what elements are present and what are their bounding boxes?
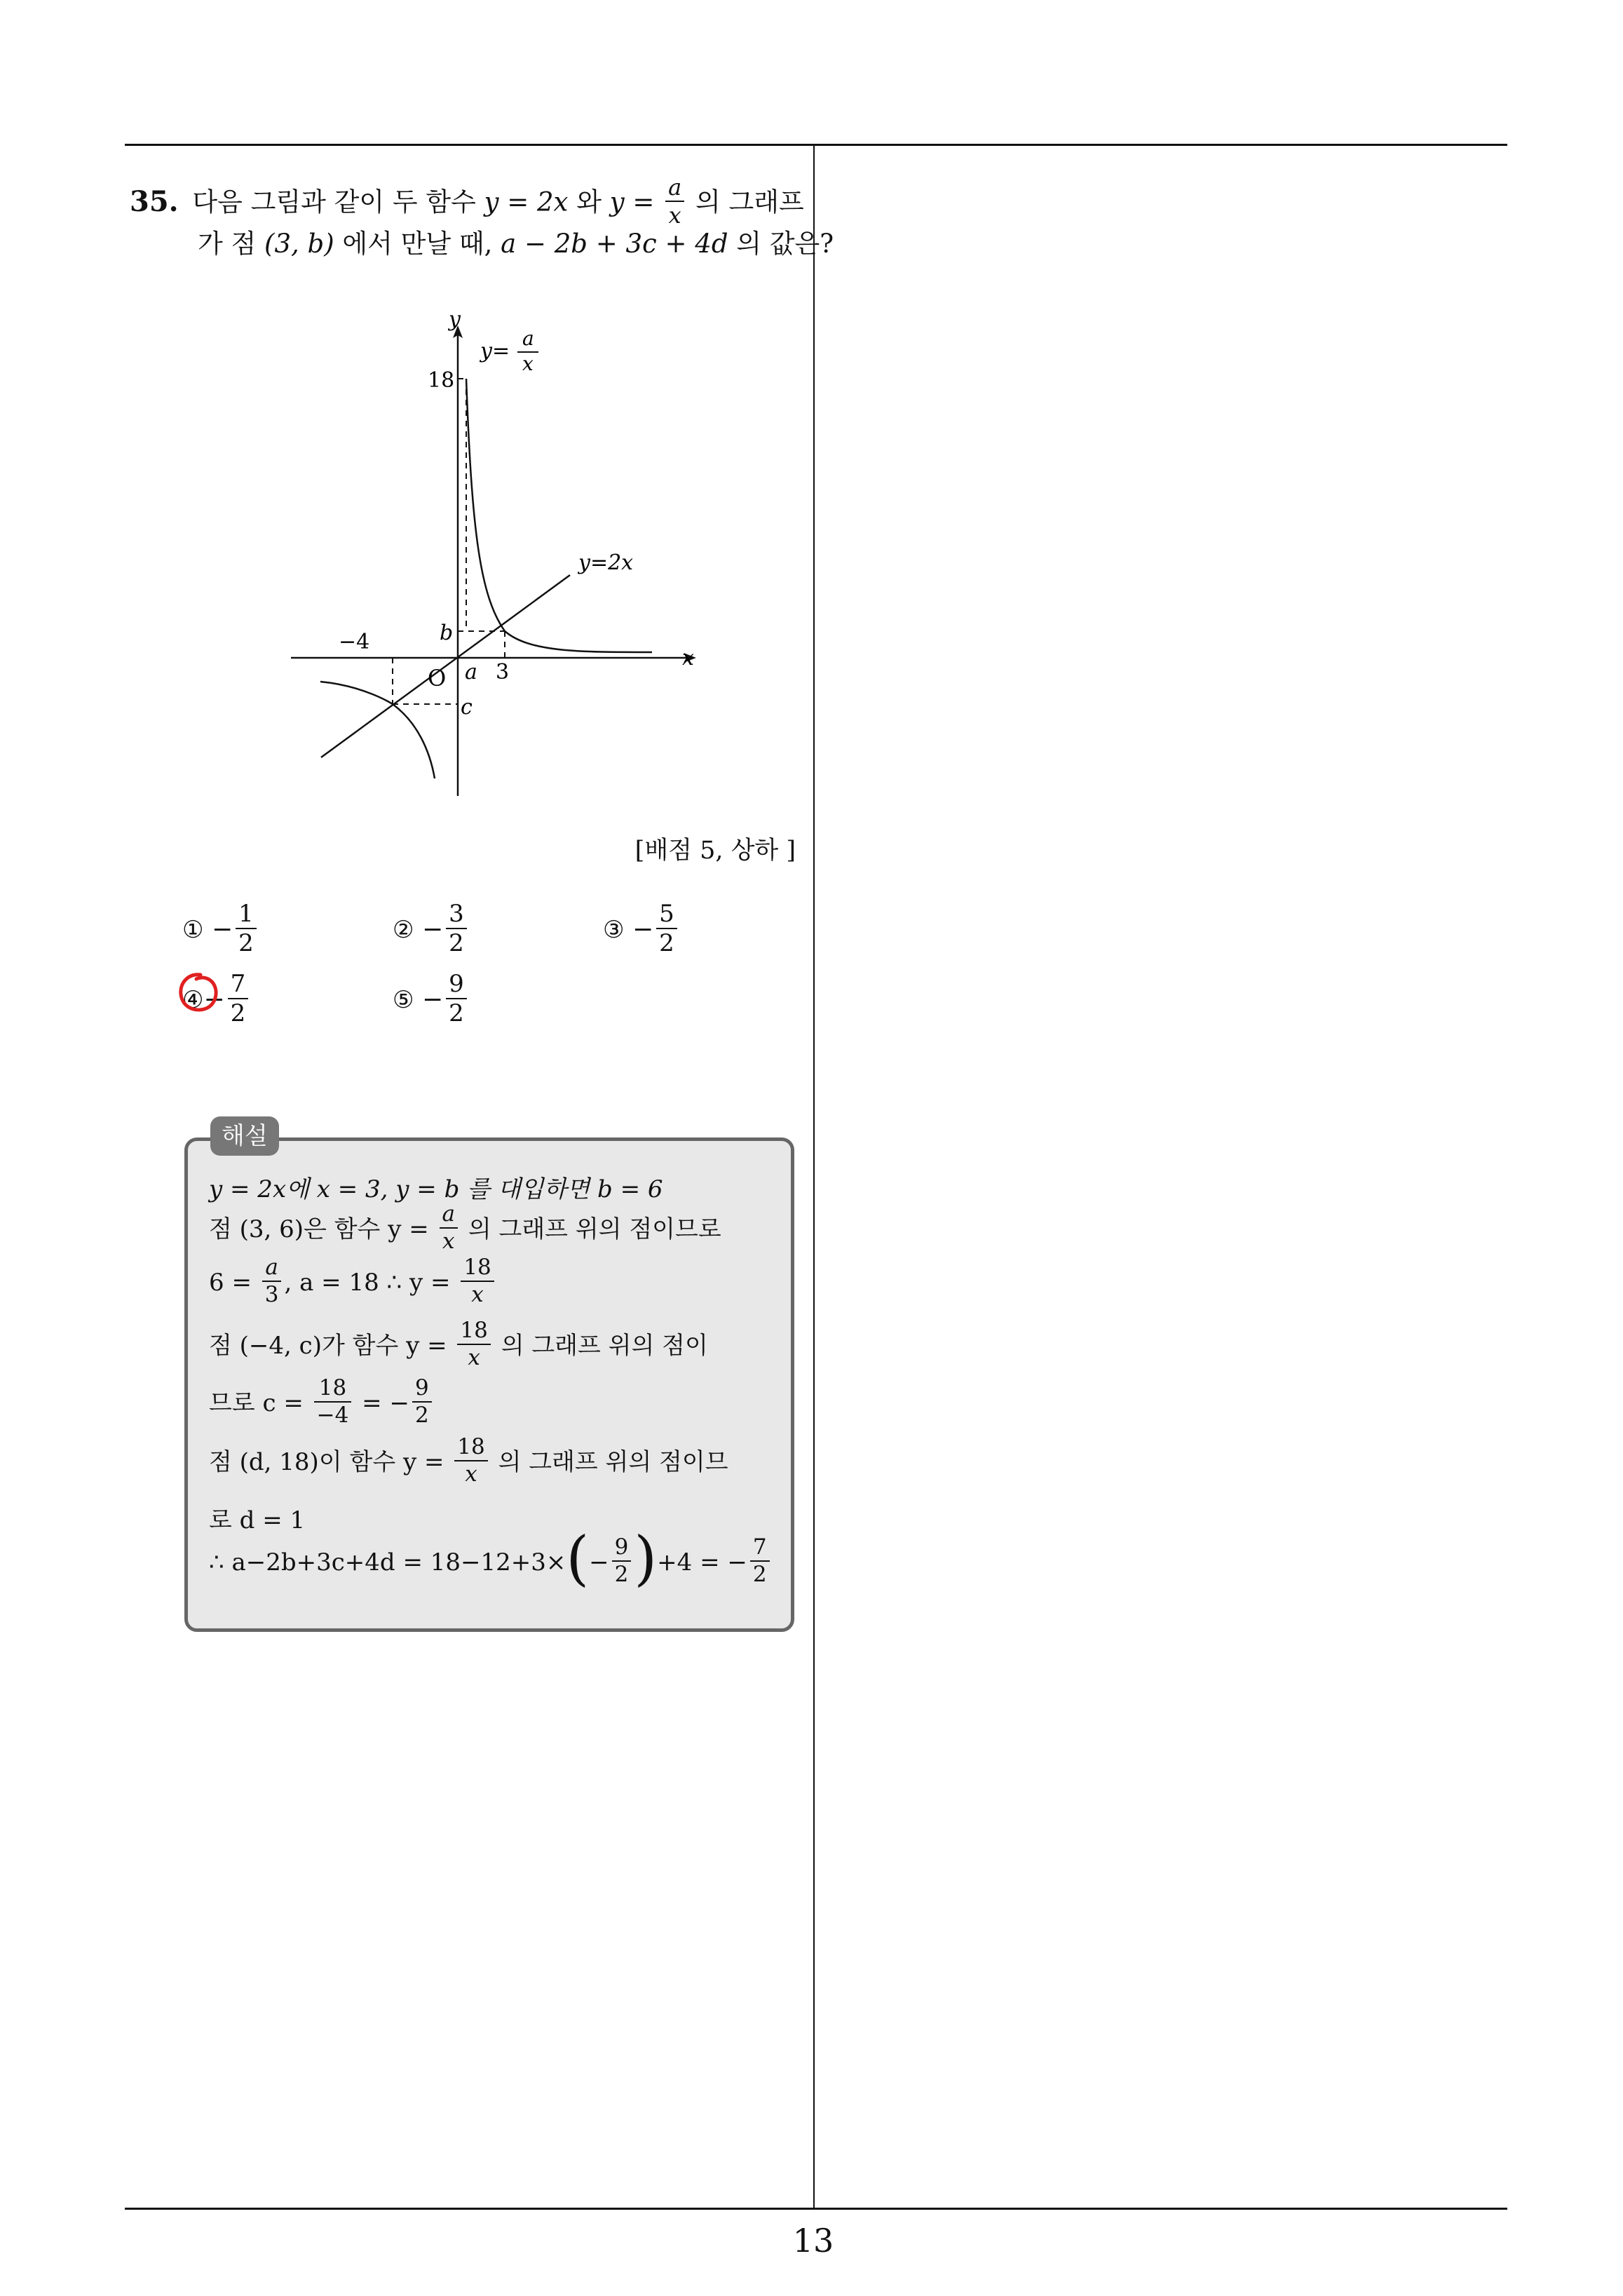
tick-label-b: b bbox=[440, 621, 454, 645]
line-label: y=2x bbox=[578, 551, 634, 575]
choice-marker: ① bbox=[182, 916, 204, 944]
choice-fraction bbox=[446, 902, 467, 955]
solution-line-5 bbox=[209, 1375, 435, 1429]
solution-fraction bbox=[454, 1436, 487, 1485]
tick-label-3: 3 bbox=[496, 660, 510, 684]
frac-num: 18 bbox=[461, 1257, 494, 1282]
top-rule bbox=[125, 144, 1507, 146]
solution-text: − bbox=[589, 1548, 609, 1576]
solution-text: 점 (3, 6)은 함수 y = bbox=[209, 1215, 429, 1243]
question-text: 의 그래프 bbox=[695, 187, 804, 217]
tick-label-a: a bbox=[465, 660, 477, 684]
frac-den: 2 bbox=[614, 1562, 629, 1587]
choice-marker: ④ bbox=[182, 986, 204, 1014]
question-text: 다음 그림과 같이 두 함수 bbox=[192, 187, 476, 217]
choice-fraction bbox=[656, 902, 677, 955]
choice-2[interactable] bbox=[393, 900, 470, 958]
choice-marker: ② bbox=[393, 916, 414, 944]
frac-num: a bbox=[262, 1257, 282, 1282]
choice-fraction bbox=[446, 972, 467, 1025]
solution-fraction bbox=[461, 1257, 494, 1306]
solution-text: 점 (d, 18)이 함수 y = bbox=[209, 1448, 444, 1476]
choice-sign: − bbox=[421, 985, 444, 1014]
frac-num: 9 bbox=[446, 972, 467, 999]
frac-num: 18 bbox=[457, 1320, 490, 1345]
question-text: 에서 만날 때, bbox=[342, 229, 493, 259]
tick-label-18: 18 bbox=[428, 368, 455, 393]
frac-den: 2 bbox=[414, 1403, 429, 1428]
choice-sign: − bbox=[632, 915, 654, 944]
choice-1[interactable] bbox=[182, 900, 259, 958]
tick-label-c: c bbox=[461, 695, 473, 720]
choice-5[interactable] bbox=[393, 970, 470, 1028]
equation-curve-lhs: y = bbox=[609, 187, 655, 217]
point-label: (3, b) bbox=[264, 229, 334, 259]
solution-text: +4 = − bbox=[657, 1548, 747, 1576]
left-paren: ( bbox=[566, 1524, 590, 1593]
solution-fraction bbox=[750, 1534, 770, 1587]
question-text: 가 점 bbox=[198, 229, 257, 259]
frac-den: 2 bbox=[449, 929, 464, 957]
curve-label-lhs: y= bbox=[480, 339, 510, 363]
fraction-a-over-x bbox=[665, 176, 684, 227]
frac-num: a bbox=[665, 176, 684, 202]
dashed-guides bbox=[393, 379, 505, 704]
solution-fraction bbox=[457, 1320, 490, 1369]
choice-3[interactable] bbox=[603, 900, 680, 958]
solution-text: 므로 c = bbox=[209, 1389, 304, 1417]
frac-num: 9 bbox=[412, 1377, 432, 1403]
solution-text: 로 d = 1 bbox=[209, 1506, 306, 1534]
frac-den: 2 bbox=[659, 929, 674, 957]
selected-answer-circle bbox=[175, 969, 224, 1018]
solution-text: y = 2x에 x = 3, y = b 를 대입하면 b = 6 bbox=[209, 1175, 663, 1203]
frac-den: 2 bbox=[752, 1562, 767, 1587]
solution-line-6 bbox=[209, 1434, 728, 1488]
choice-4[interactable] bbox=[182, 970, 251, 1028]
solution-text: 의 그래프 위의 점이므 bbox=[498, 1448, 728, 1476]
tick-label-neg4: −4 bbox=[339, 630, 370, 654]
frac-den: x bbox=[668, 202, 681, 229]
solution-text: , a = 18 ∴ y = bbox=[284, 1269, 451, 1297]
solution-text: ∴ a−2b+3c+4d = 18−12+3× bbox=[209, 1548, 566, 1576]
solution-label: 해설 bbox=[210, 1116, 279, 1156]
question bbox=[130, 174, 834, 266]
right-paren: ) bbox=[634, 1524, 658, 1593]
frac-num: 9 bbox=[612, 1537, 632, 1562]
frac-den: −4 bbox=[316, 1403, 349, 1428]
solution-text: 6 = bbox=[209, 1269, 252, 1297]
choice-sign: − bbox=[203, 985, 225, 1014]
frac-num: a bbox=[440, 1203, 458, 1229]
score-note: [배점 5, 상하 ] bbox=[634, 837, 796, 865]
origin-label: O bbox=[428, 665, 447, 691]
frac-den: 2 bbox=[238, 929, 254, 957]
frac-num: 7 bbox=[228, 972, 249, 999]
solution-fraction bbox=[412, 1377, 432, 1426]
solution-line-7 bbox=[209, 1501, 305, 1535]
solution-line-1 bbox=[209, 1170, 663, 1204]
frac-den: x bbox=[468, 1345, 480, 1370]
question-text: 의 값은? bbox=[736, 229, 834, 259]
choice-marker: ③ bbox=[603, 916, 625, 944]
frac-den: 2 bbox=[230, 999, 246, 1027]
frac-num: 3 bbox=[446, 902, 467, 929]
frac-num: 5 bbox=[656, 902, 677, 929]
frac-num: 18 bbox=[454, 1436, 487, 1461]
solution-fraction bbox=[314, 1377, 352, 1426]
frac-num: 1 bbox=[236, 902, 257, 929]
solution-text: 점 (−4, c)가 함수 y = bbox=[209, 1332, 447, 1360]
frac-den: x bbox=[442, 1229, 455, 1254]
choice-fraction bbox=[236, 902, 257, 955]
solution-text: = − bbox=[362, 1389, 409, 1417]
solution-text: 의 그래프 위의 점이 bbox=[501, 1332, 708, 1360]
y-axis-label: y bbox=[449, 307, 461, 332]
page-number: 13 bbox=[792, 2222, 834, 2260]
solution-line-2 bbox=[209, 1201, 721, 1255]
solution-fraction bbox=[612, 1534, 632, 1587]
conjunction: 와 bbox=[576, 187, 602, 217]
frac-num: 7 bbox=[750, 1537, 770, 1562]
choice-sign: − bbox=[211, 915, 233, 944]
choice-fraction bbox=[228, 972, 249, 1025]
frac-den: 3 bbox=[264, 1282, 279, 1307]
curve-y-a-over-x bbox=[466, 379, 652, 652]
column-divider bbox=[813, 144, 815, 2209]
curve-third-quadrant bbox=[320, 682, 435, 778]
frac-den: 2 bbox=[449, 999, 464, 1027]
choice-sign: − bbox=[421, 915, 444, 944]
question-line-2 bbox=[130, 222, 834, 266]
question-line-1 bbox=[130, 174, 817, 229]
frac-den: x bbox=[465, 1461, 477, 1487]
equation-line: y = 2x bbox=[484, 187, 569, 217]
curve-label-den: x bbox=[522, 352, 534, 375]
frac-den: x bbox=[471, 1282, 484, 1307]
frac-num: 18 bbox=[314, 1377, 352, 1403]
solution-fraction bbox=[440, 1203, 458, 1252]
x-axis-label: x bbox=[682, 646, 694, 670]
question-number: 35. bbox=[130, 184, 179, 218]
solution-line-8 bbox=[209, 1524, 773, 1593]
solution-text: 의 그래프 위의 점이므로 bbox=[468, 1215, 721, 1243]
function-graph bbox=[277, 302, 712, 806]
solution-fraction bbox=[262, 1257, 282, 1306]
solution-line-3 bbox=[209, 1255, 497, 1309]
target-expression: a − 2b + 3c + 4d bbox=[501, 229, 728, 259]
bottom-rule bbox=[125, 2208, 1507, 2210]
curve-label-num: a bbox=[522, 327, 534, 350]
solution-line-4 bbox=[209, 1318, 708, 1372]
choice-marker: ⑤ bbox=[393, 986, 414, 1014]
